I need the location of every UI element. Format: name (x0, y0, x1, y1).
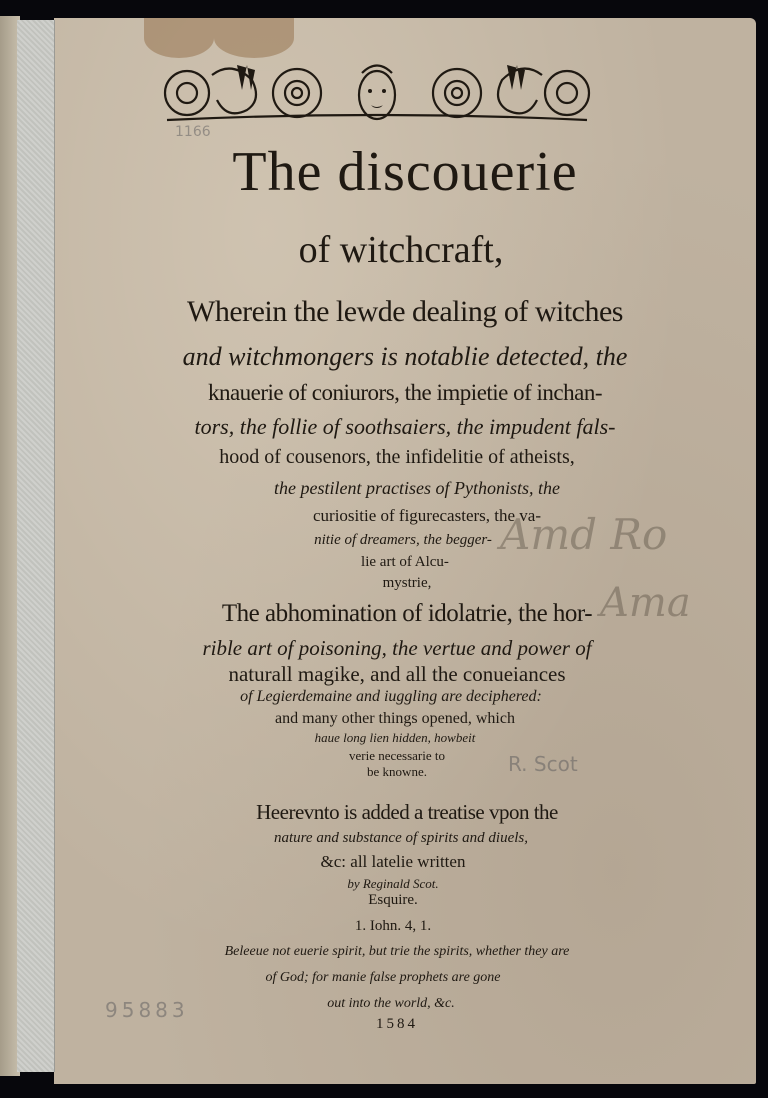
scripture-line: Beleeue not euerie spirit, but trie the spirits, whether they are (224, 944, 570, 959)
body-line: The abhomination of idolatrie, the hor- (221, 600, 593, 627)
scripture-reference: 1. Iohn. 4, 1. (354, 918, 432, 934)
body-line: be knowne. (367, 764, 427, 779)
body-line: and many other things opened, which (275, 710, 515, 727)
publication-year: 1584 (376, 1016, 418, 1032)
body-line: and witchmongers is notablie detected, the (182, 342, 628, 371)
author-line: by Reginald Scot. (347, 876, 439, 891)
body-line: rible art of poisoning, the vertue and power of (202, 636, 592, 660)
pencil-annotation: 1166 (175, 124, 211, 140)
body-line: the pestilent practises of Pythonists, the (274, 478, 560, 498)
addendum-line: &c: all latelie written (320, 852, 466, 871)
title-line-2: of witchcraft, (298, 229, 504, 271)
ornament-headpiece-icon (157, 55, 597, 130)
body-line: mystrie, (382, 575, 432, 591)
stain (144, 18, 214, 58)
pencil-signature: R. Scot (508, 752, 578, 776)
body-line: naturall magike, and all the conueiances (228, 662, 566, 686)
binding-tape (17, 20, 55, 1072)
body-line: curiositie of figurecasters, the va- (313, 506, 541, 525)
addendum-line: nature and substance of spirits and diuels, (273, 830, 529, 846)
body-line: of Legierdemaine and iuggling are deciphered: (240, 688, 542, 705)
shelf-number: 95883 (105, 998, 189, 1022)
scripture-line: of God; for manie false prophets are gone (265, 970, 501, 985)
handwritten-signature: Ama (600, 580, 691, 626)
body-line: lie art of Alcu- (361, 554, 449, 570)
body-line: knauerie of coniurors, the impietie of inchan- (207, 380, 603, 405)
title-line-1: The discouerie (232, 141, 578, 203)
stain (214, 18, 294, 58)
scripture-line: out into the world, &c. (327, 996, 455, 1011)
body-line: Wherein the lewde dealing of witches (187, 295, 623, 328)
handwritten-signature: Amd Ro (500, 510, 668, 559)
body-line: verie necessarie to (348, 748, 445, 763)
body-line: tors, the follie of soothsaiers, the impudent fals- (194, 414, 616, 439)
body-line: nitie of dreamers, the begger- (314, 532, 492, 548)
body-line: hood of cousenors, the infidelitie of atheists, (219, 446, 575, 468)
author-title: Esquire. (368, 892, 418, 908)
addendum-line: Heerevnto is added a treatise vpon the (256, 800, 558, 824)
body-line: haue long lien hidden, howbeit (314, 730, 476, 745)
